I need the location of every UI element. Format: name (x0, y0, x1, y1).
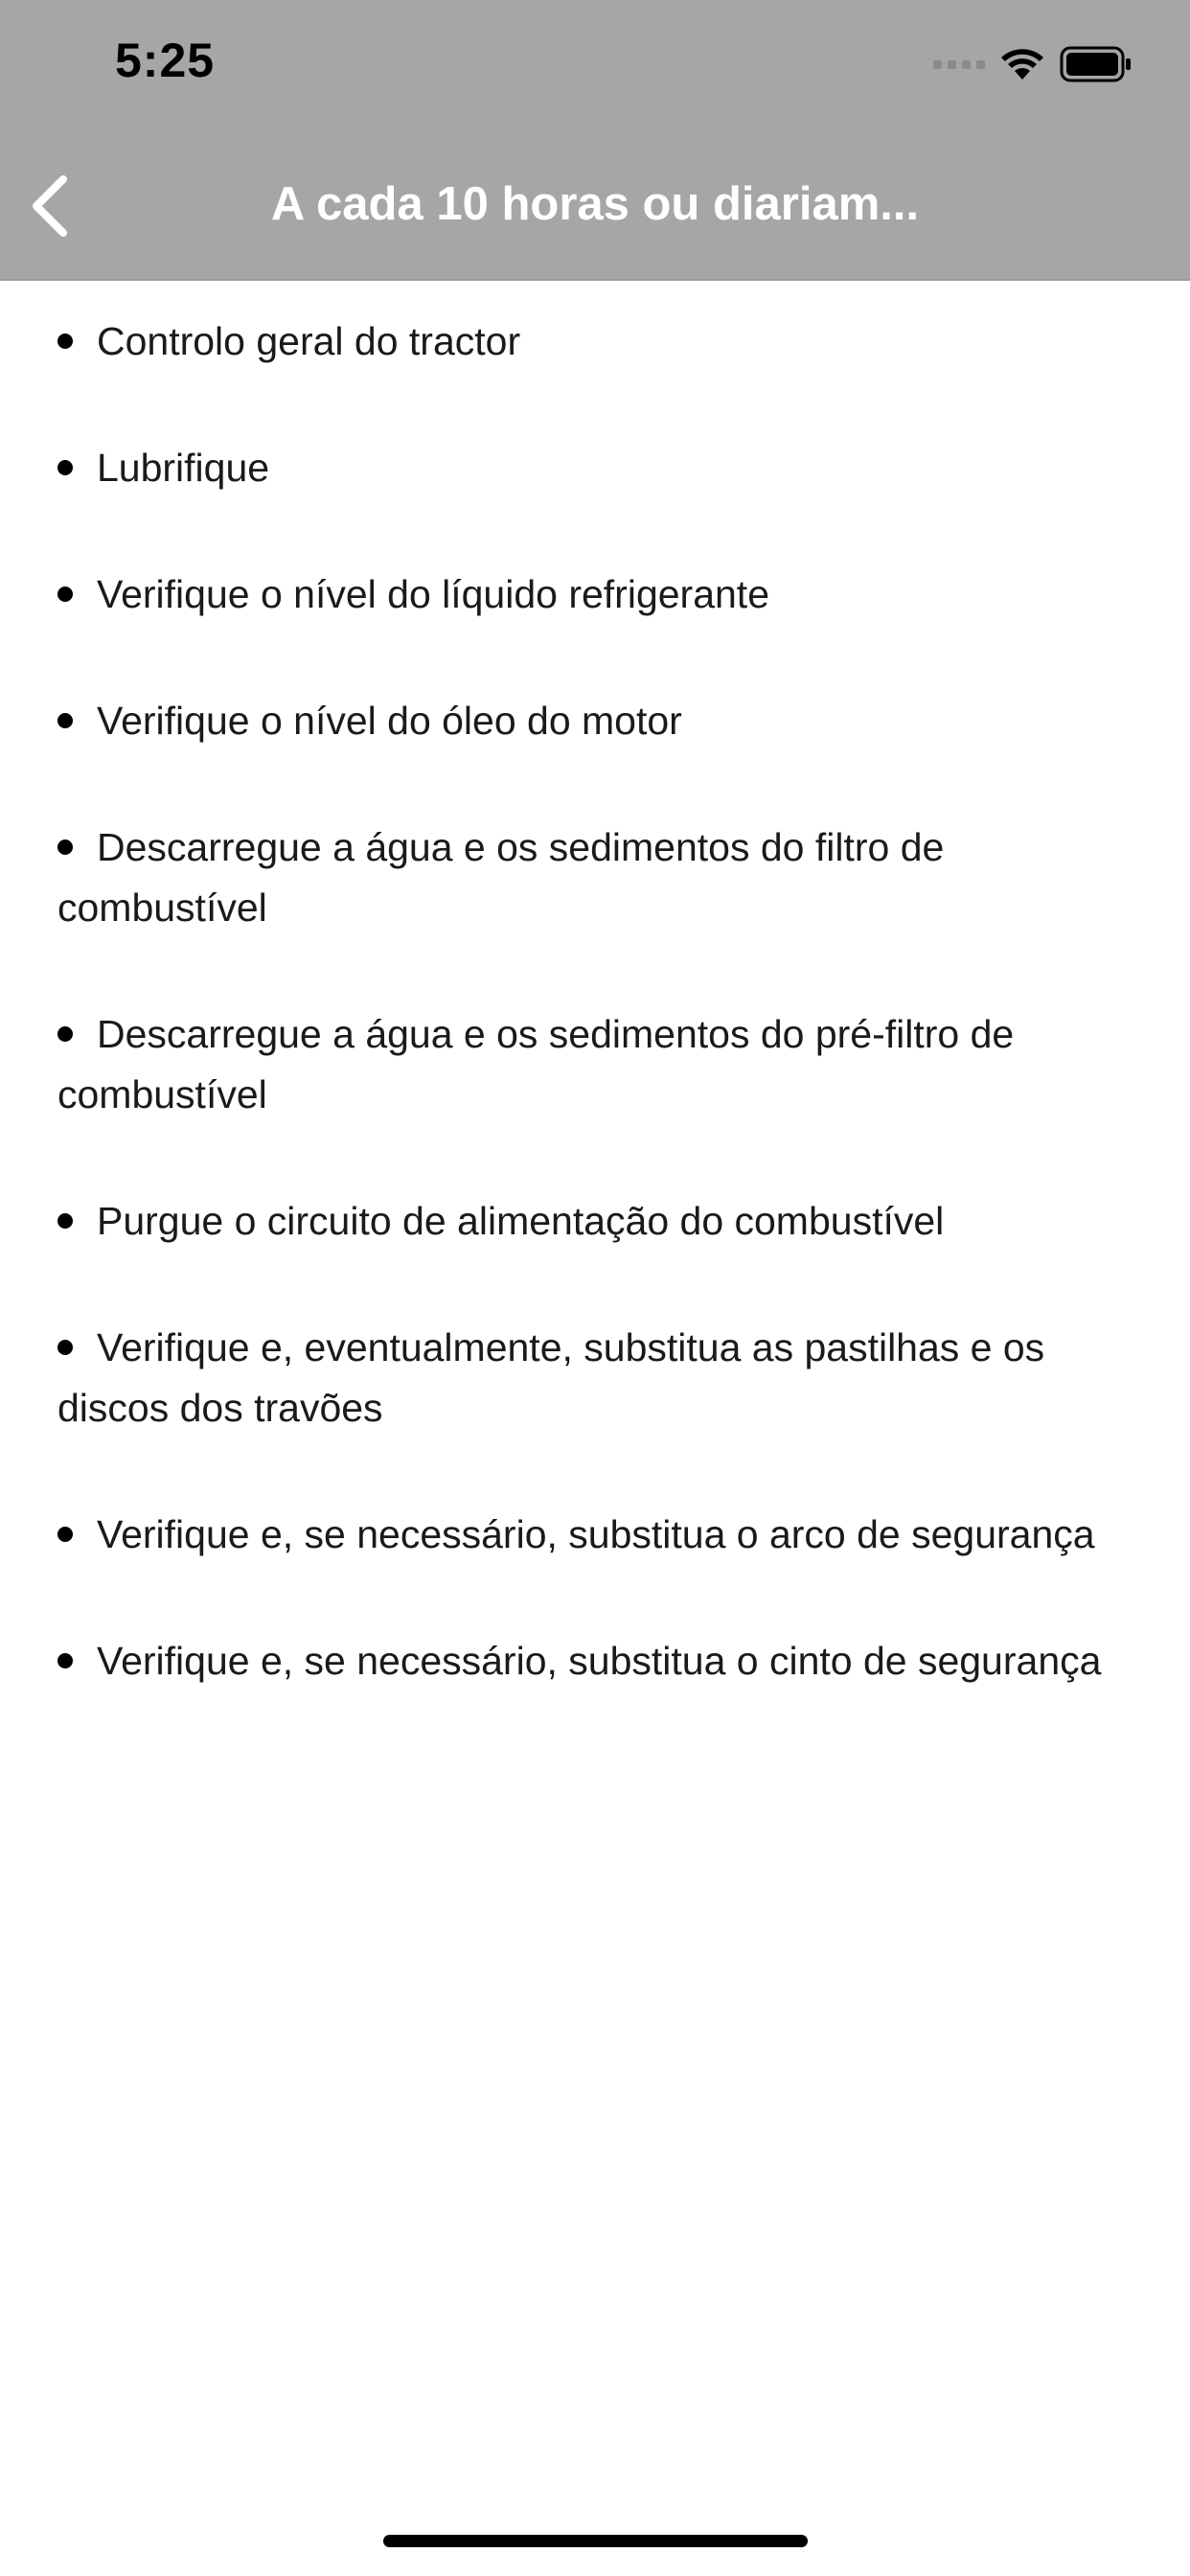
list-item-text: Controlo geral do tractor (97, 319, 521, 363)
list-item (0, 438, 1190, 498)
list-item-text: Descarregue a água e os sedimentos do filtro de combustível (57, 825, 945, 930)
page-title: A cada 10 horas ou diariam... (270, 178, 920, 230)
list-item-text: Lubrifique (97, 446, 270, 490)
bullet-icon (57, 1527, 73, 1542)
bullet-icon (57, 1213, 73, 1229)
list-item (0, 1004, 1190, 1125)
bullet-icon (57, 840, 73, 855)
cellular-signal-icon (933, 60, 985, 69)
bullet-icon (57, 713, 73, 728)
list-item (0, 1191, 1190, 1252)
bullet-icon (57, 334, 73, 349)
list-item-text: Descarregue a água e os sedimentos do pré-filtro de combustível (57, 1012, 1015, 1116)
maintenance-list-container (0, 281, 1190, 1758)
battery-icon (1060, 46, 1133, 82)
list-item (0, 691, 1190, 751)
home-indicator[interactable] (383, 2535, 808, 2547)
back-button[interactable] (21, 172, 79, 240)
list-item (0, 564, 1190, 625)
maintenance-list (0, 311, 1190, 1691)
bullet-icon (57, 586, 73, 602)
list-item-text: Verifique o nível do óleo do motor (97, 699, 682, 743)
list-item-text: Verifique e, eventualmente, substitua as pastilhas e os discos dos travões (57, 1325, 1045, 1430)
list-item (0, 1631, 1190, 1691)
bullet-icon (57, 460, 73, 475)
list-item-text: Verifique e, se necessário, substitua o cinto de segurança (97, 1639, 1102, 1683)
bullet-icon (57, 1340, 73, 1355)
status-time: 5:25 (115, 34, 216, 87)
navigation-header (0, 0, 1190, 281)
list-item-text: Purgue o circuito de alimentação do combustível (97, 1199, 945, 1243)
wifi-icon (1000, 47, 1044, 81)
status-icons (933, 40, 1133, 88)
list-item-text: Verifique o nível do líquido refrigerante (97, 572, 770, 616)
list-item (0, 1505, 1190, 1565)
chevron-left-icon (31, 175, 69, 237)
list-item (0, 311, 1190, 372)
bullet-icon (57, 1026, 73, 1042)
list-item (0, 1318, 1190, 1438)
list-item-text: Verifique e, se necessário, substitua o arco de segurança (97, 1512, 1095, 1556)
bullet-icon (57, 1653, 73, 1668)
list-item (0, 817, 1190, 938)
